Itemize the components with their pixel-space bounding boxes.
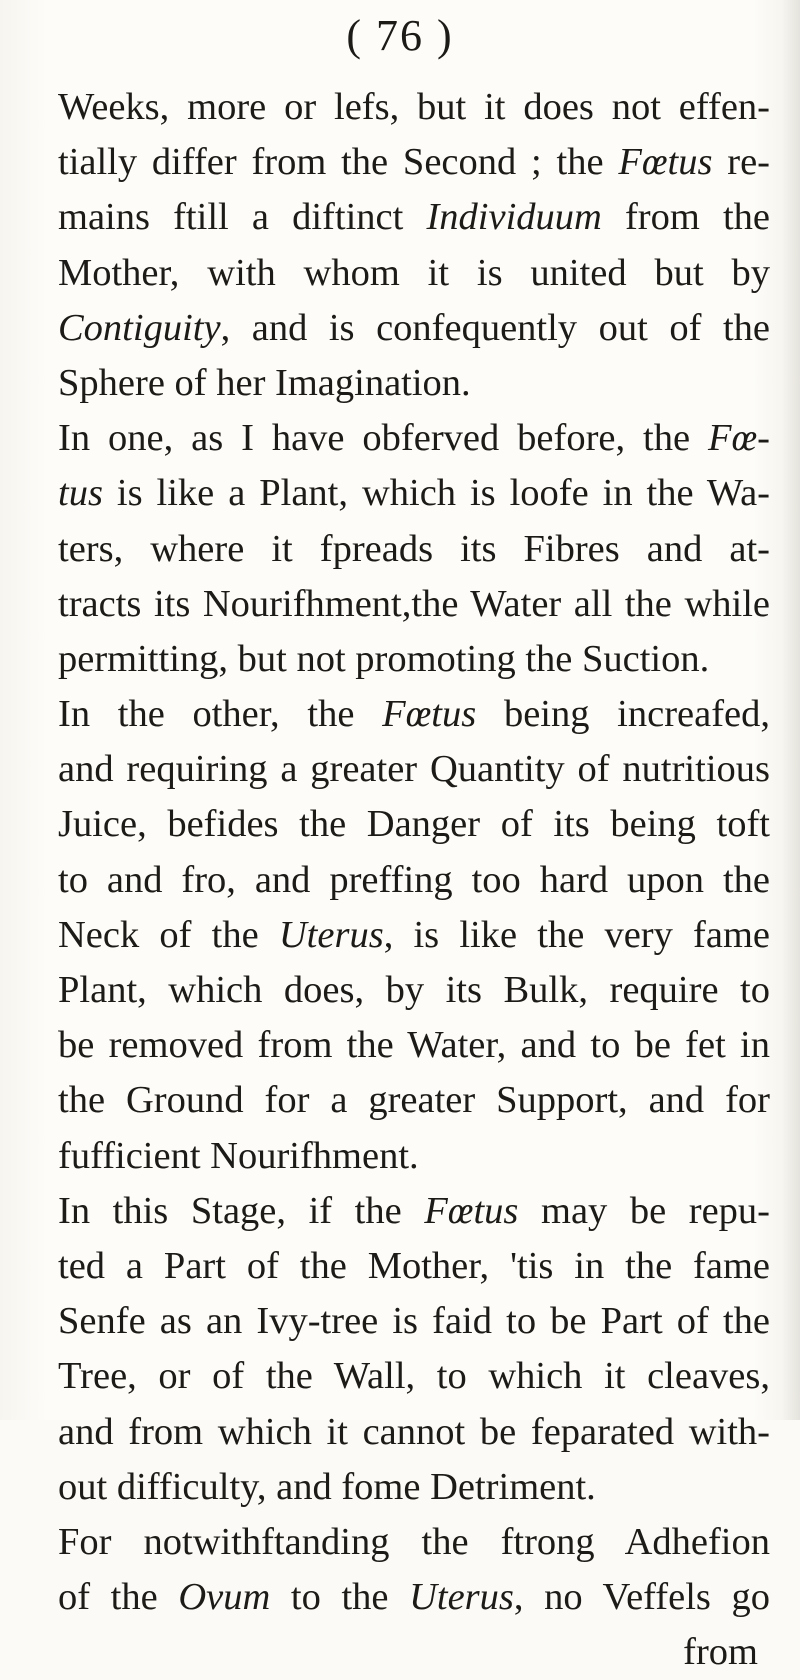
text-segment: Plant, which does, by its Bulk, require to: [58, 969, 770, 1011]
text-segment: Sphere of her Imagination.: [58, 361, 471, 404]
text-segment: out difficulty, and fome Detriment.: [58, 1465, 596, 1508]
text-segment: mains ftill a diftinct: [58, 196, 427, 239]
text-segment: Weeks, more or lefs, but it does not effen-: [58, 86, 770, 128]
text-segment: re-: [712, 141, 770, 184]
text-line: [58, 301, 770, 356]
text-segment: For notwithftanding the ftrong Adhefion: [58, 1520, 770, 1563]
text-segment: is like a Plant, which is loofe in the Wa-: [102, 472, 770, 515]
text-line: [58, 1515, 770, 1570]
text-line: [58, 1184, 770, 1239]
text-segment: In this Stage, if the: [58, 1189, 425, 1232]
text-line: [58, 466, 770, 521]
text-line: [58, 1349, 770, 1404]
text-segment: the Ground for a greater Support, and for: [58, 1079, 770, 1122]
text-line: [58, 80, 770, 135]
text-segment: Neck of the: [58, 913, 279, 956]
italic-term: Fœtus: [618, 141, 713, 184]
page-edge-shadow: [782, 0, 800, 1420]
text-line: [58, 742, 770, 797]
text-segment: tially differ from the Second ; the: [58, 141, 619, 184]
text-segment: be removed from the Water, and to be fet in: [58, 1024, 770, 1067]
italic-term: Fœtus: [382, 693, 477, 736]
text-segment: , is like the very fame: [383, 913, 770, 956]
text-segment: from the: [601, 196, 770, 239]
text-segment: to the: [270, 1576, 410, 1619]
text-segment: and requiring a greater Quantity of nutritious: [58, 748, 770, 791]
text-segment: Juice, befides the Danger of its being toft: [58, 803, 770, 846]
italic-term: Fœ-: [707, 417, 770, 460]
italic-term: tus: [58, 472, 103, 515]
page-number: ( 76 ): [346, 11, 454, 60]
text-line: [58, 797, 770, 852]
text-segment: of the: [58, 1576, 179, 1619]
italic-term: Uterus: [409, 1576, 514, 1619]
text-line: [58, 577, 770, 632]
text-line: [58, 632, 770, 687]
text-line: [58, 687, 770, 742]
text-line: [58, 908, 770, 963]
italic-term: Ovum: [178, 1576, 271, 1619]
text-segment: Mother, with whom it is united but by: [58, 251, 770, 294]
text-line: [58, 1405, 770, 1460]
text-segment: Tree, or of the Wall, to which it cleaves,: [58, 1355, 770, 1398]
text-segment: Senfe as an Ivy-tree is faid to be Part of the: [58, 1300, 770, 1343]
text-line: [58, 1018, 770, 1073]
text-line: [58, 1073, 770, 1128]
text-segment: to and fro, and preffing too hard upon the: [58, 858, 770, 901]
text-line: [58, 853, 770, 908]
text-segment: permitting, but not promoting the Suction.: [58, 637, 710, 680]
text-line: [58, 190, 770, 245]
text-segment: In one, as I have obferved before, the: [58, 417, 708, 460]
text-line: [58, 356, 770, 411]
text-line: [58, 1570, 770, 1625]
text-segment: and from which it cannot be feparated with-: [58, 1410, 770, 1453]
text-line: [58, 1460, 770, 1515]
text-line: [58, 1129, 770, 1184]
text-segment: In the other, the: [58, 693, 383, 736]
text-line: [58, 135, 770, 190]
italic-term: Contiguity: [58, 306, 221, 349]
text-segment: fufficient Nourifhment.: [58, 1134, 419, 1177]
text-segment: , no Veffels go: [513, 1576, 770, 1619]
text-line: [58, 411, 770, 466]
text-segment: being increafed,: [476, 693, 770, 736]
text-segment: ters, where it fpreads its Fibres and at-: [58, 527, 770, 570]
body-text: [58, 80, 770, 1680]
text-line: [58, 246, 770, 301]
text-segment: ted a Part of the Mother, 'tis in the fame: [58, 1244, 770, 1287]
text-segment: tracts its Nourifhment,the Water all the while: [58, 582, 770, 625]
text-line: [58, 963, 770, 1018]
italic-term: Individuum: [426, 196, 602, 239]
catchword: from: [683, 1631, 758, 1674]
text-line: [58, 1294, 770, 1349]
text-segment: , and is confequently out of the: [220, 306, 770, 349]
italic-term: Uterus: [278, 913, 384, 956]
text-segment: may be repu-: [518, 1189, 770, 1232]
text-line: [58, 522, 770, 577]
text-line: [58, 1239, 770, 1294]
italic-term: Fœtus: [424, 1189, 519, 1232]
